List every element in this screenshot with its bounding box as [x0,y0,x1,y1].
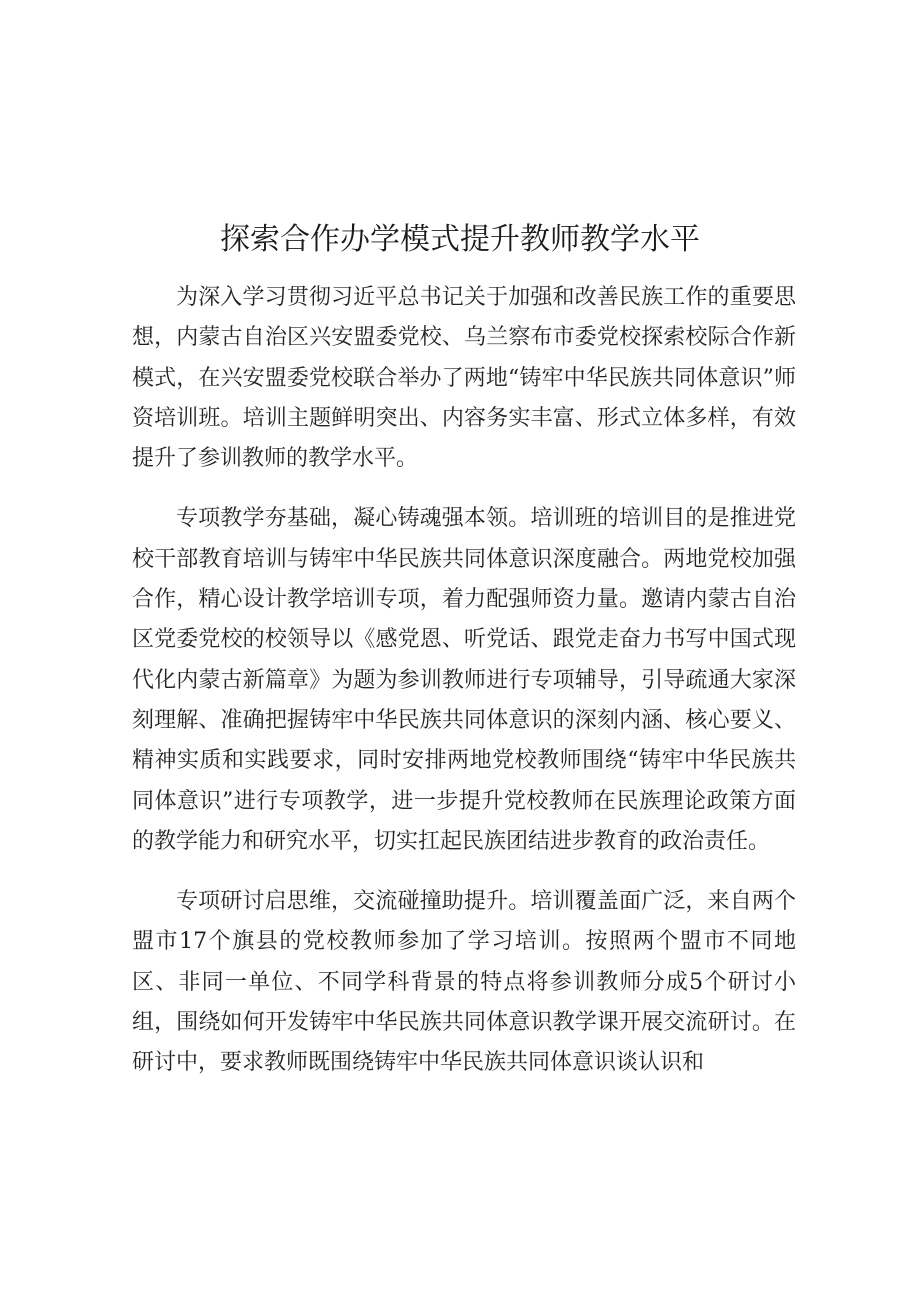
paragraph-special-seminar: 专项研讨启思维，交流碰撞助提升。培训覆盖面广泛，来自两个盟市17个旗县的党校教师参加了学习培训。按照两个盟市不同地区、非同一单位、不同学科背景的特点将参训教师分成5个研讨小组，围绕如何开发铸牢中华民族共同体意识教学课开展交流研讨。在研讨中，要求教师既围绕铸牢中华民族共同体意识谈认识和 [132,889,796,1076]
document-body [132,278,796,1104]
document-title: 探索合作办学模式提升教师教学水平 [220,222,700,257]
paragraph-special-teaching: 专项教学夯基础，凝心铸魂强本领。培训班的培训目的是推进党校干部教育培训与铸牢中华民族共同体意识深度融合。两地党校加强合作，精心设计教学培训专项，着力配强师资力量。邀请内蒙古自治区党委党校的校领导以《感党恩、听党话、跟党走奋力书写中国式现代化内蒙古新篇章》为题为参训教师进行专项辅导，引导疏通大家深刻理解、准确把握铸牢中华民族共同体意识的深刻内涵、核心要义、精神实质和实践要求，同时安排两地党校教师围绕“铸牢中华民族共同体意识”进行专项教学，进一步提升党校教师在民族理论政策方面的教学能力和研究水平，切实扛起民族团结进步教育的政治责任。 [132,506,796,854]
paragraph-intro: 为深入学习贯彻习近平总书记关于加强和改善民族工作的重要思想，内蒙古自治区兴安盟委党校、乌兰察布市委党校探索校际合作新模式，在兴安盟委党校联合举办了两地“铸牢中华民族共同体意识”师资培训班。培训主题鲜明突出、内容务实丰富、形式立体多样，有效提升了参训教师的教学水平。 [132,285,796,472]
